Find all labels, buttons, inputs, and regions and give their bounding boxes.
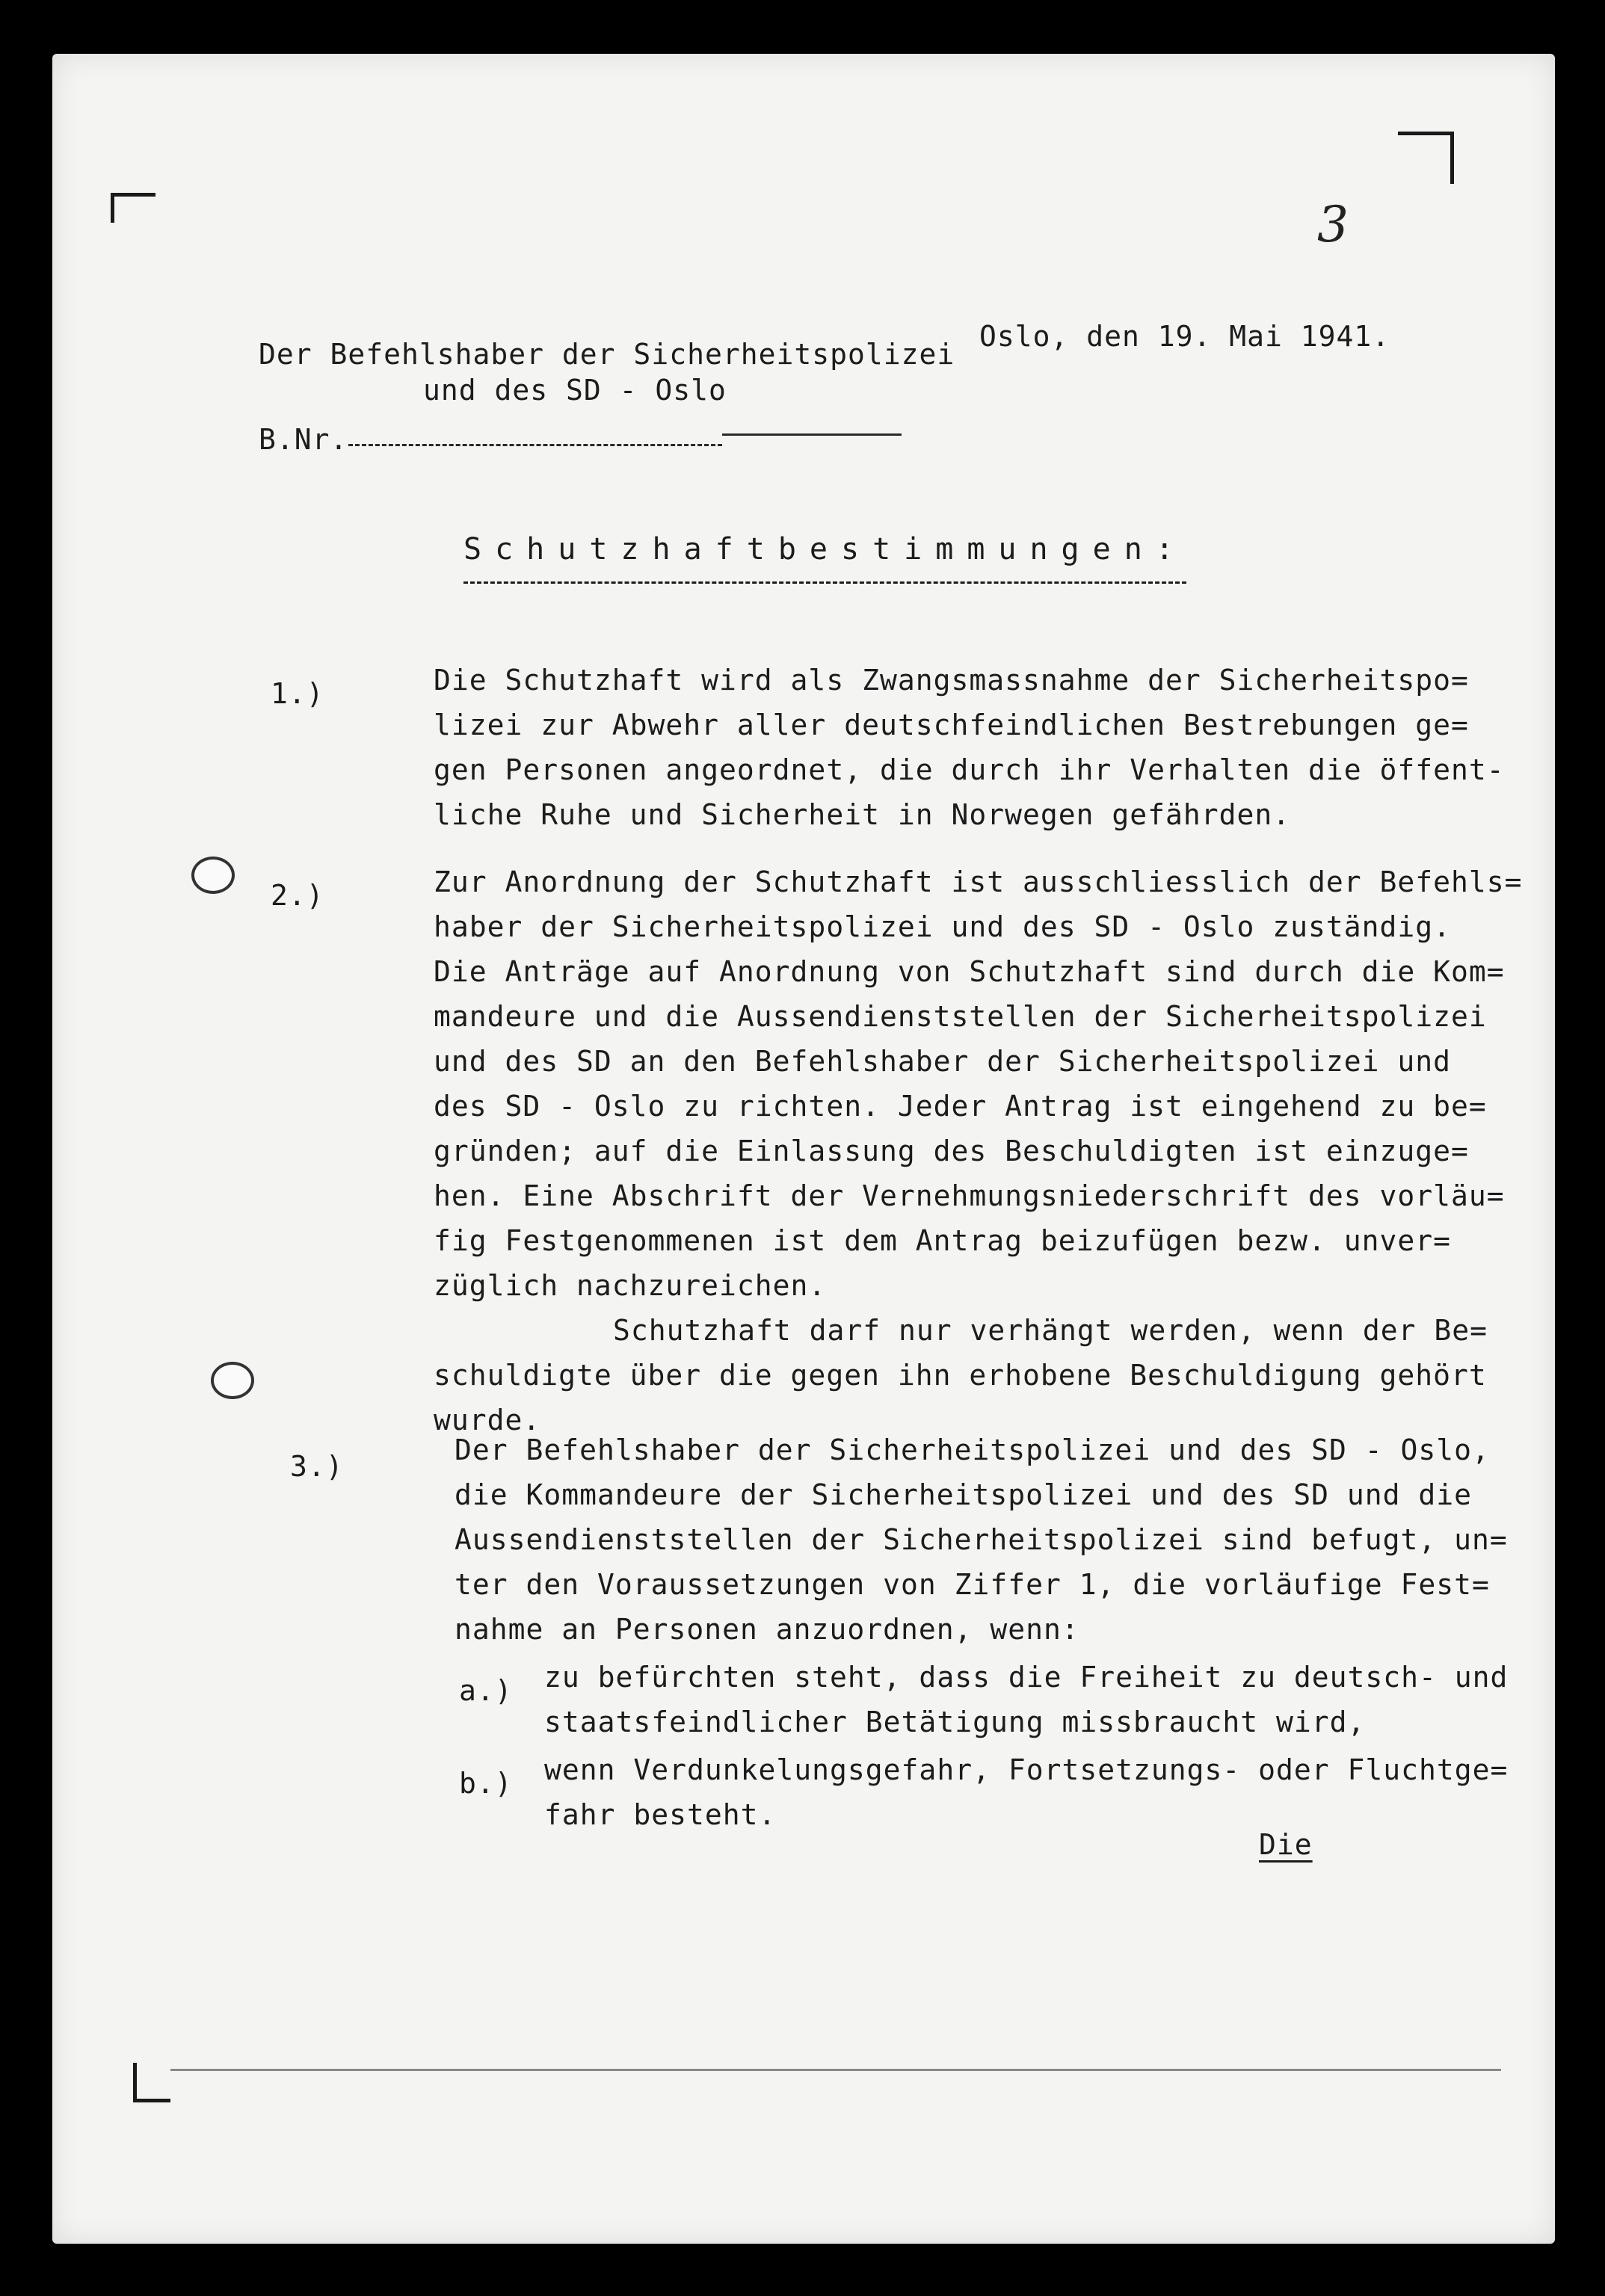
reference-line-solid xyxy=(722,433,902,436)
reference-label: B.Nr. xyxy=(259,423,348,456)
continuation-word: Die xyxy=(1259,1828,1313,1861)
item-b-line: wenn Verdunkelungsgefahr, Fortsetzungs- oder Fluchtge= xyxy=(544,1753,1509,1786)
paragraph-2-line: gründen; auf die Einlassung des Beschuldigten ist einzuge= xyxy=(434,1135,1469,1167)
paragraph-2-sub-line: wurde. xyxy=(434,1404,541,1436)
paragraph-3-text xyxy=(455,1428,1508,1652)
paragraph-2-sub-line: schuldigte über die gegen ihn erhobene Beschuldigung gehört xyxy=(434,1359,1487,1392)
paragraph-3-line: nahme an Personen anzuordnen, wenn: xyxy=(455,1613,1079,1646)
paragraph-1-line: liche Ruhe und Sicherheit in Norwegen gefährden. xyxy=(434,798,1291,831)
issuer-line-1: Der Befehlshaber der Sicherheitspolizei xyxy=(259,338,955,371)
item-b-text xyxy=(544,1747,1508,1837)
paragraph-3-line: ter den Voraussetzungen von Ziffer 1, die vorläufige Fest= xyxy=(455,1568,1490,1601)
paragraph-3-number: 3.) xyxy=(290,1450,344,1483)
place-date: Oslo, den 19. Mai 1941. xyxy=(979,320,1390,353)
page-number: 3 xyxy=(1317,196,1349,253)
paragraph-1-line: gen Personen angeordnet, die durch ihr Verhalten die öffent- xyxy=(434,753,1505,786)
paragraph-2-line: Die Anträge auf Anordnung von Schutzhaft sind durch die Kom= xyxy=(434,955,1505,988)
paragraph-2-line: Zur Anordnung der Schutzhaft ist ausschliesslich der Befehls= xyxy=(434,865,1523,898)
paragraph-2-line: haber der Sicherheitspolizei und des SD - Oslo zuständig. xyxy=(434,910,1452,943)
paragraph-2-line: des SD - Oslo zu richten. Jeder Antrag ist eingehend zu be= xyxy=(434,1090,1487,1123)
paragraph-2-number: 2.) xyxy=(271,879,324,912)
item-a-text xyxy=(544,1655,1508,1744)
paragraph-2-sub-line: Schutzhaft darf nur verhängt werden, wenn der Be= xyxy=(613,1314,1488,1347)
paragraph-3-line: Aussendienststellen der Sicherheitspolizei sind befugt, un= xyxy=(455,1523,1508,1556)
paragraph-2-line: hen. Eine Abschrift der Vernehmungsniederschrift des vorläu= xyxy=(434,1179,1505,1212)
paragraph-2-line: züglich nachzureichen. xyxy=(434,1269,827,1302)
paragraph-2-text xyxy=(434,860,1523,1442)
paragraph-1-line: lizei zur Abwehr aller deutschfeindlichen Bestrebungen ge= xyxy=(434,709,1469,741)
document-title: Schutzhaftbestimmungen: xyxy=(463,532,1187,567)
paragraph-2-line: und des SD an den Befehlshaber der Sicherheitspolizei und xyxy=(434,1045,1452,1078)
item-a-line: zu befürchten steht, dass die Freiheit zu deutsch- und xyxy=(544,1661,1509,1694)
paragraph-3-line: Der Befehlshaber der Sicherheitspolizei und des SD - Oslo, xyxy=(455,1434,1490,1466)
item-b-line: fahr besteht. xyxy=(544,1798,777,1831)
reference-line xyxy=(348,444,722,446)
paragraph-1-line: Die Schutzhaft wird als Zwangsmassnahme der Sicherheitspo= xyxy=(434,664,1469,697)
item-b-label: b.) xyxy=(459,1767,513,1800)
paragraph-1-text xyxy=(434,658,1505,837)
item-a-line: staatsfeindlicher Betätigung missbraucht wird, xyxy=(544,1706,1366,1738)
paragraph-2-line: fig Festgenommenen ist dem Antrag beizufügen bezw. unver= xyxy=(434,1224,1452,1257)
paragraph-1-number: 1.) xyxy=(271,677,324,710)
paragraph-3-line: die Kommandeure der Sicherheitspolizei und des SD und die xyxy=(455,1478,1473,1511)
item-a-label: a.) xyxy=(459,1674,513,1707)
issuer-line-2: und des SD - Oslo xyxy=(423,374,727,407)
paragraph-2-line: mandeure und die Aussendienststellen der Sicherheitspolizei xyxy=(434,1000,1487,1033)
